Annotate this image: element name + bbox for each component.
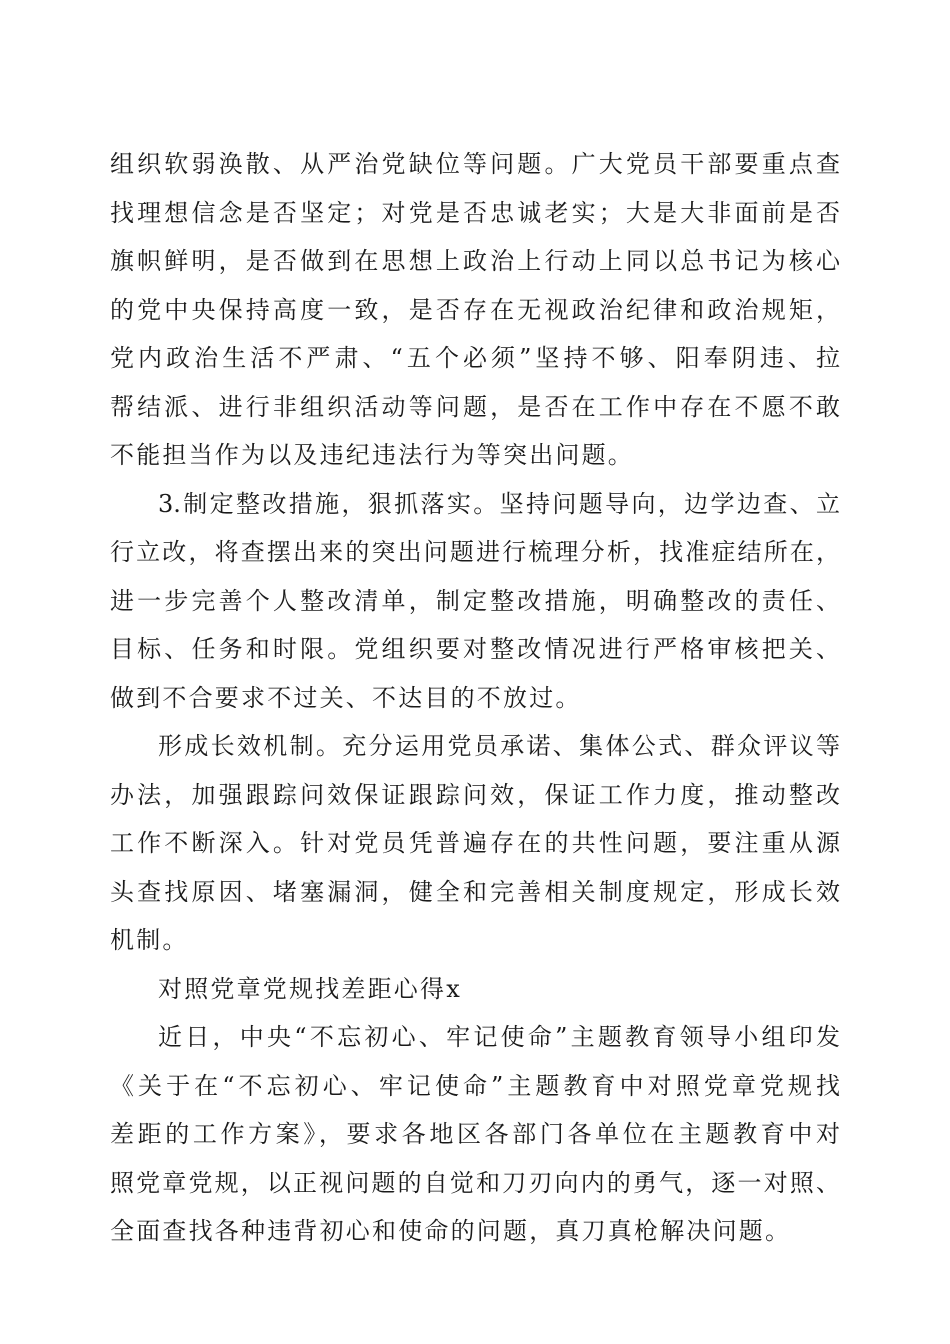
section-title (110, 965, 840, 1014)
paragraph-line: 照党章党规，以正视问题的自觉和刀刃向内的勇气，逐一对照、 (110, 1168, 840, 1197)
paragraph-line: 行立改，将查摆出来的突出问题进行梳理分析，找准症结所在， (110, 538, 840, 566)
paragraph-line: 形成长效机制。充分运用党员承诺、集体公式、群众评议等 (158, 732, 840, 760)
document-body (110, 140, 840, 1256)
paragraph-1 (110, 140, 840, 480)
paragraph-line: 近日，中央“不忘初心、牢记使命”主题教育领导小组印发 (158, 1023, 840, 1051)
paragraph-5 (110, 1013, 840, 1256)
paragraph-2 (110, 480, 840, 723)
paragraph-line: 头查找原因、堵塞漏洞，健全和完善相关制度规定，形成长效 (110, 877, 840, 906)
paragraph-line: 组织软弱涣散、从严治党缺位等问题。广大党员干部要重点查 (110, 150, 840, 178)
paragraph-line: 全面查找各种违背初心和使命的问题，真刀真枪解决问题。 (110, 1217, 792, 1245)
paragraph-line: 办法，加强跟踪问效保证跟踪问效，保证工作力度，推动整改 (110, 780, 840, 809)
paragraph-line: 工作不断深入。针对党员凭普遍存在的共性问题，要注重从源 (110, 829, 840, 857)
paragraph-line: 目标、任务和时限。党组织要对整改情况进行严格审核把关、 (110, 635, 840, 663)
paragraph-3 (110, 722, 840, 965)
paragraph-line: 机制。 (110, 926, 189, 954)
paragraph-line: 进一步完善个人整改清单，制定整改措施，明确整改的责任、 (110, 586, 840, 615)
paragraph-line: 找理想信念是否坚定；对党是否忠诚老实；大是大非面前是否 (110, 198, 840, 227)
paragraph-line: 旗帜鲜明，是否做到在思想上政治上行动上同以总书记为核心 (110, 247, 840, 275)
paragraph-line: 党内政治生活不严肃、“五个必须”坚持不够、阳奉阴违、拉 (110, 344, 840, 372)
section-title-text: 对照党章党规找差距心得x (158, 974, 462, 1003)
paragraph-line: 《关于在“不忘初心、牢记使命”主题教育中对照党章党规找 (110, 1071, 840, 1100)
paragraph-line: 不能担当作为以及违纪违法行为等突出问题。 (110, 441, 634, 469)
paragraph-line: 3.制定整改措施，狠抓落实。坚持问题导向，边学边查、立 (158, 489, 840, 518)
paragraph-line: 做到不合要求不过关、不达目的不放过。 (110, 683, 582, 712)
paragraph-line: 差距的工作方案》，要求各地区各部门各单位在主题教育中对 (110, 1120, 840, 1148)
paragraph-line: 的党中央保持高度一致，是否存在无视政治纪律和政治规矩， (110, 295, 840, 324)
paragraph-line: 帮结派、进行非组织活动等问题，是否在工作中存在不愿不敢 (110, 392, 840, 421)
